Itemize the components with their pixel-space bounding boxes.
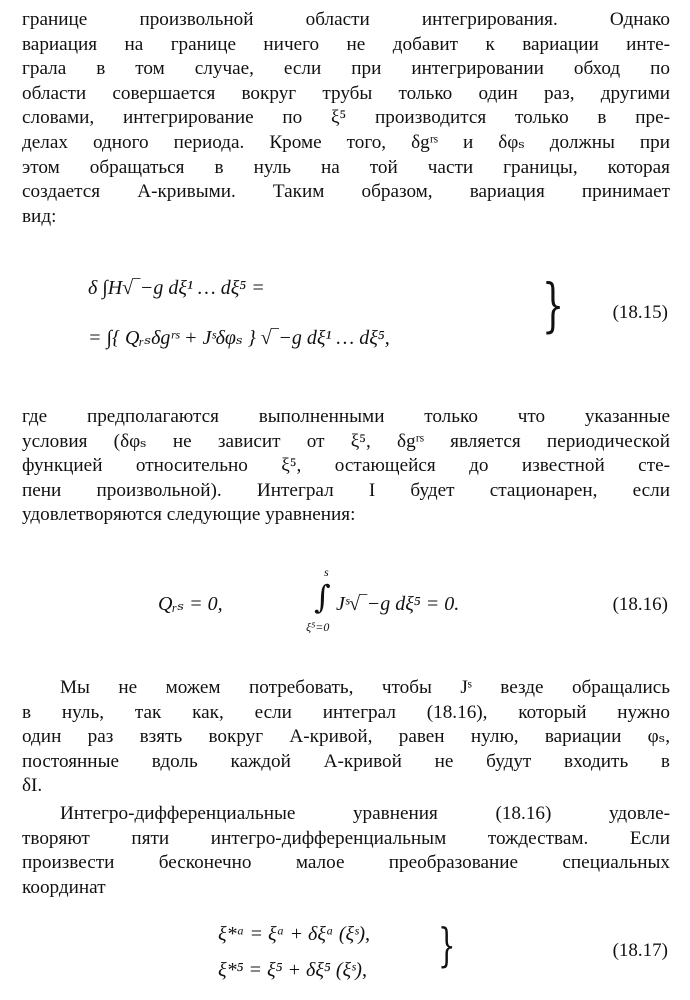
text-line: грала в том случае, если при интегрировании обход по [22,58,670,80]
equation-number-18-15: (18.15) [612,302,668,323]
text-line: словами, интегрирование по ξ⁵ производится только в пре- [22,107,670,129]
text-line: удовлетворяются следующие уравнения: [22,504,356,526]
equation-18-15-line-1: δ ∫H√‾−g dξ¹ … dξ⁵ = [88,277,265,299]
equation-number-18-17: (18.17) [612,940,668,961]
text-line: создается A-кривыми. Таким образом, вариация принимает [22,181,670,203]
text-line: делах одного периода. Кроме того, δgʳˢ и δφₛ должны при [22,131,670,153]
upper-limit: s [324,565,329,579]
right-brace: } [438,918,456,972]
text-line: области совершается вокруг трубы только один раз, другими [22,82,670,104]
text-line: пени произвольной). Интеграл I будет стационарен, если [22,479,670,501]
paragraph-4 [22,802,670,900]
text-line: Интегро-дифференциальные уравнения (18.16) удовле- [60,803,670,824]
text-line: координат [22,876,106,898]
text-line: условия (δφₛ не зависит от ξ⁵, δgʳˢ является периодической [22,430,670,452]
text-line: δI. [22,775,43,797]
text-line: этом обращаться в нуль на той части границы, которая [22,156,670,178]
equation-18-17-line-2: ξ*⁵ = ξ⁵ + δξ⁵ (ξˢ), [218,959,367,981]
paragraph-2 [22,405,670,528]
equation-18-17-line-1: ξ*ᵃ = ξᵃ + δξᵃ (ξˢ), [218,923,370,945]
paragraph-3 [22,676,670,799]
text-line: вариация на границе ничего не добавит к вариации инте- [22,33,670,55]
right-brace: } [542,271,565,339]
text-line: произвести бесконечно малое преобразование специальных [22,852,670,874]
text-line: один раз взять вокруг A-кривой, равен нулю, вариации φₛ, [22,726,670,748]
text-line: Мы не можем потребовать, чтобы Jˢ везде обращались [60,677,670,698]
equation-18-15-line-2: = ∫{ Qᵣₛδgʳˢ + Jˢδφₛ } √‾−g dξ¹ … dξ⁵, [88,327,390,349]
text-line: творяют пяти интегро-дифференциальным тождествам. Если [22,827,670,849]
equation-number-18-16: (18.16) [612,594,668,615]
paragraph-1 [22,8,670,229]
text-line: границе произвольной области интегрирования. Однако [22,9,670,30]
text-line: постоянные вдоль каждой A-кривой не будут входить в [22,750,670,772]
equation-18-16-integral [314,578,331,616]
text-line: в нуль, так как, если интеграл (18.16), который нужно [22,701,670,723]
text-line: где предполагаются выполненными только что указанные [22,406,670,427]
equation-18-16-right: Jˢ√‾−g dξ⁵ = 0. [336,593,460,615]
text-line: функцией относительно ξ⁵, остающейся до известной сте- [22,455,670,477]
text-line: вид: [22,205,57,227]
integral-sign: ∫ [314,578,331,616]
lower-limit: ξ⁵=0 [306,620,330,634]
equation-18-16-left: Qᵣₛ = 0, [158,593,223,615]
